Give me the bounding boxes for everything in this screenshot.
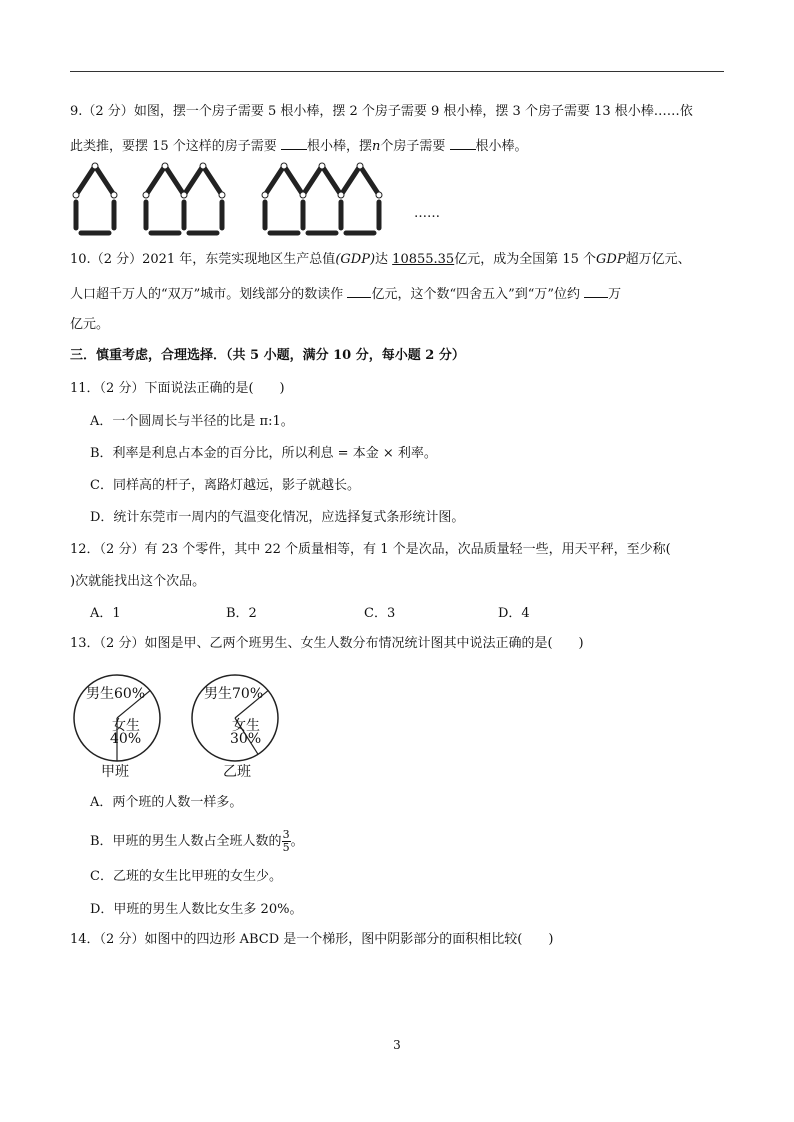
q11-option-a[interactable]: A．一个圆周长与半径的比是 π:1。 (90, 414, 294, 429)
q10-line3: 亿元。 (70, 317, 110, 332)
q12-option-a[interactable]: A．1 (90, 606, 121, 621)
pie-jia-girls-percent: 40% (110, 731, 142, 747)
pie-chart-jia (72, 673, 162, 781)
q12-option-d[interactable]: D．4 (498, 606, 530, 621)
q11-option-b[interactable]: B．利率是利息占本金的百分比，所以利息 = 本金 × 利率。 (90, 446, 437, 461)
pie-jia-title: 甲班 (101, 764, 129, 780)
q9-figure-ellipsis: …… (414, 206, 440, 221)
q9-line2: 此类推，要摆 15 个这样的房子需要 根小棒，摆n个房子需要 根小棒。 (70, 136, 528, 156)
q13-fraction: $\frac{3}{5}$ (282, 828, 290, 854)
q11-option-c[interactable]: C．同样高的杆子，离路灯越远，影子就越长。 (90, 478, 360, 493)
pie-yi-boys-label: 男生70% (204, 686, 264, 702)
pie-chart-yi (190, 673, 280, 781)
pie-yi-title: 乙班 (223, 764, 251, 780)
q10-underlined-value: 10855.35 (392, 252, 455, 267)
q12-option-c[interactable]: C．3 (364, 606, 396, 621)
q12-line1: 12．（2 分）有 23 个零件，其中 22 个质量相等，有 1 个是次品，次品质量轻一些，用天平秤，至少称( (70, 542, 671, 557)
pie-jia-girls-label: 女生 (112, 718, 140, 734)
q11-stem: 11．（2 分）下面说法正确的是( ) (70, 381, 285, 396)
q9-score: （2 分） (82, 104, 134, 119)
q9-line1 (70, 103, 693, 121)
q12-option-b[interactable]: B．2 (226, 606, 257, 621)
q10-answer-blank-2[interactable] (584, 284, 608, 298)
q13-option-a[interactable]: A．两个班的人数一样多。 (90, 795, 243, 810)
section-3-title: 三．慎重考虑，合理选择．（共 5 小题，满分 10 分，每小题 2 分） (70, 348, 465, 363)
matchstick-houses-figure (68, 160, 428, 240)
house-group-3 (265, 166, 379, 233)
house-group-1 (76, 166, 114, 233)
pie-jia-boys-label: 男生60% (86, 686, 146, 702)
q9-answer-blank-1[interactable] (281, 136, 307, 150)
pie-yi-girls-label: 女生 (232, 718, 260, 734)
q9-number: 9. (70, 104, 83, 119)
q13-option-d[interactable]: D．甲班的男生人数比女生多 20%。 (90, 902, 303, 917)
header-rule (70, 71, 724, 72)
q10-line1: 10.（2 分）2021 年，东莞实现地区生产总值(GDP)达 10855.35亿元，成为全国第 15 个GDP超万亿元、 (70, 252, 691, 267)
q12-line2: )次就能找出这个次品。 (70, 574, 206, 589)
page-number: 3 (393, 1038, 401, 1052)
q10-line2: 人口超千万人的“双万”城市。划线部分的数读作 亿元，这个数“四舍五入”到“万”位约 万 (70, 284, 621, 304)
q10-answer-blank-1[interactable] (347, 284, 371, 298)
q9-answer-blank-2[interactable] (450, 136, 476, 150)
q13-option-b[interactable]: B．甲班的男生人数占全班人数的 $\frac{3}{5}$ 。 (90, 828, 304, 854)
q9-text-line1: 如图，摆一个房子需要 5 根小棒，摆 2 个房子需要 9 根小棒，摆 3 个房子需要 13 根小棒……依 (133, 104, 693, 119)
q13-option-c[interactable]: C．乙班的女生比甲班的女生少。 (90, 869, 282, 884)
q13-stem: 13．（2 分）如图是甲、乙两个班男生、女生人数分布情况统计图其中说法正确的是( ) (70, 636, 584, 651)
house-group-2 (146, 166, 222, 233)
q11-option-d[interactable]: D．统计东莞市一周内的气温变化情况，应选择复式条形统计图。 (90, 510, 465, 525)
q14-stem: 14．（2 分）如图中的四边形 ABCD 是一个梯形，图中阴影部分的面积相比较( ) (70, 932, 554, 947)
pie-yi-girls-percent: 30% (230, 731, 262, 747)
